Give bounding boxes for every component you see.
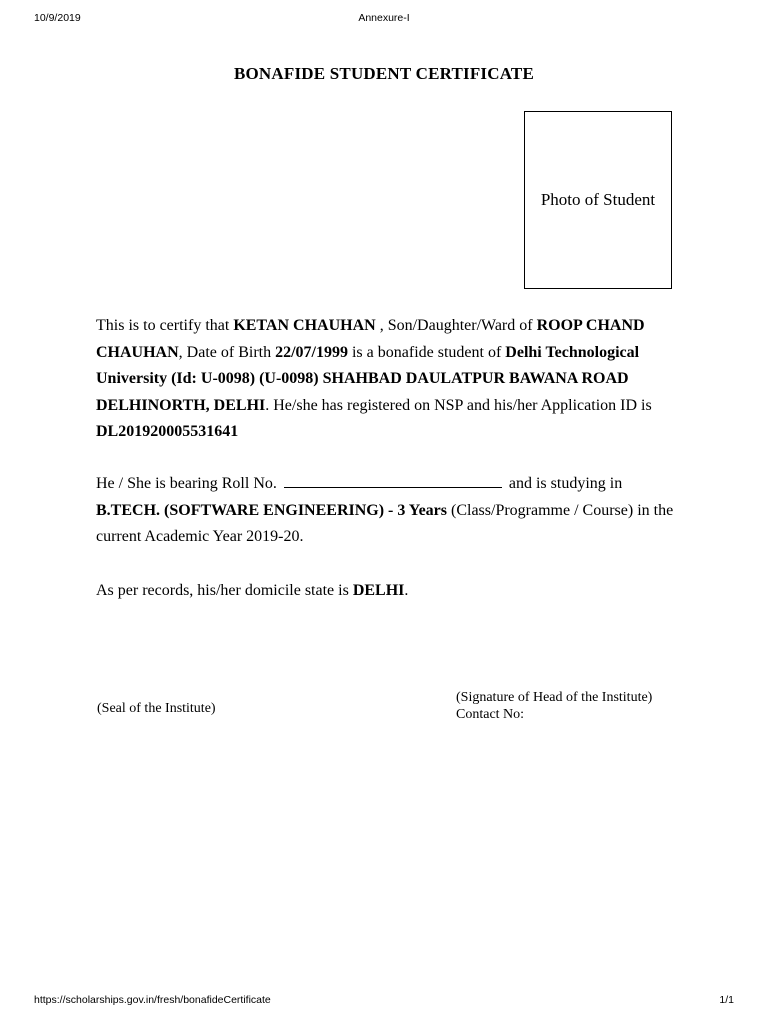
- signature-block: [456, 689, 652, 723]
- institute-name: Delhi Technological University (Id: U-0098) (U-0098) SHAHBAD DAULATPUR BAWANA ROAD DELHINORTH, DELHI: [96, 343, 640, 414]
- text-segment: As per records, his/her domicile state is: [96, 582, 353, 599]
- print-header-date: 10/9/2019: [34, 12, 81, 24]
- text-segment: and is studying in: [508, 475, 623, 492]
- text-segment: . He/she has registered on NSP and his/her Application ID is: [265, 396, 652, 414]
- seal-label: (Seal of the Institute): [97, 701, 216, 716]
- signature-label: (Signature of Head of the Institute): [456, 690, 653, 705]
- course-paragraph: [96, 471, 676, 551]
- photo-label: Photo of Student: [540, 190, 656, 209]
- certificate-title: BONAFIDE STUDENT CERTIFICATE: [233, 64, 535, 83]
- text-segment: This is to certify that: [96, 317, 234, 334]
- print-footer-page-number: 1/1: [719, 994, 734, 1006]
- text-segment: , Son/Daughter/Ward of: [375, 317, 537, 334]
- text-segment: is a bonafide student of: [347, 343, 506, 361]
- date-of-birth: 22/07/1999: [275, 343, 348, 361]
- domicile-state: DELHI: [352, 582, 405, 599]
- text-segment: (Class/Programme / Course) in the current Academic Year 2019-20.: [96, 501, 674, 545]
- contact-label: Contact No:: [456, 707, 525, 722]
- text-segment: .: [404, 582, 409, 599]
- print-footer-url: https://scholarships.gov.in/fresh/bonafideCertificate: [34, 994, 271, 1006]
- text-segment: , Date of Birth: [178, 343, 276, 361]
- application-id: DL201920005531641: [96, 423, 239, 440]
- roll-number-blank: [284, 473, 502, 488]
- student-name: KETAN CHAUHAN: [233, 317, 376, 334]
- print-header-title: Annexure-I: [358, 12, 410, 24]
- text-segment: He / She is bearing Roll No.: [96, 475, 277, 492]
- course-name: B.TECH. (SOFTWARE ENGINEERING) - 3 Years: [96, 501, 447, 519]
- photo-placeholder: [524, 111, 672, 289]
- certification-paragraph: [96, 313, 676, 446]
- domicile-paragraph: [96, 578, 676, 605]
- parent-name: ROOP CHAND CHAUHAN: [96, 317, 645, 361]
